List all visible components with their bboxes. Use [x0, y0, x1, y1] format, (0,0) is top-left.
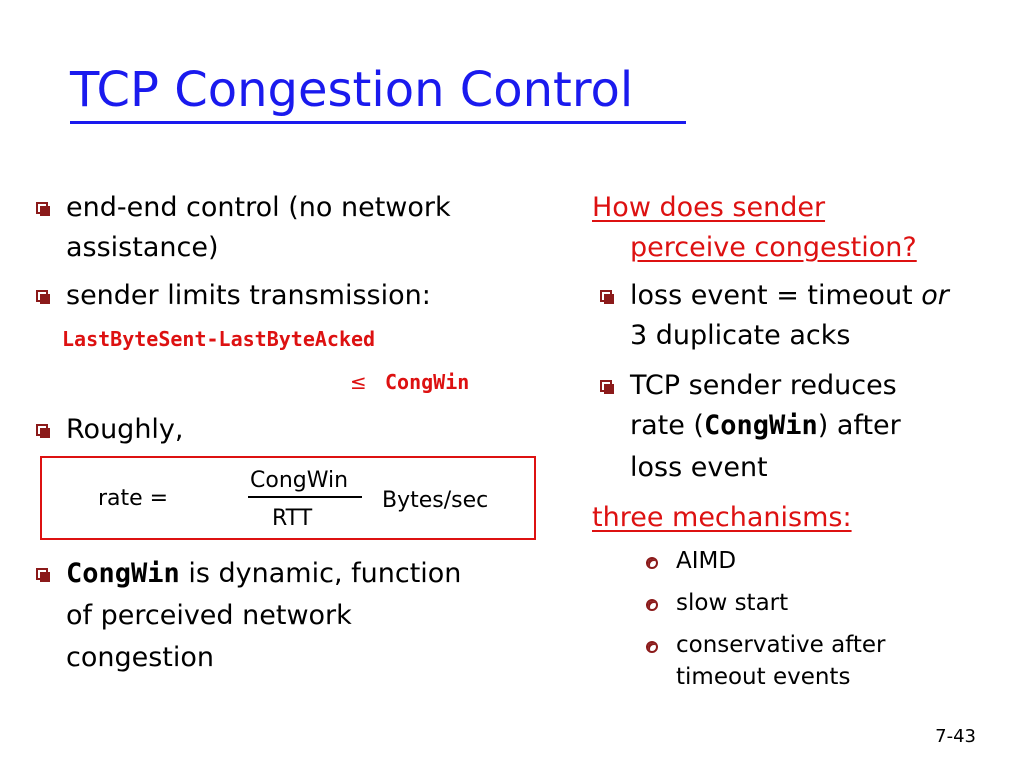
- fraction-bar: [248, 496, 362, 498]
- bullet-tcp-reduces-line3: loss event: [630, 452, 768, 483]
- bullet-loss-event-line2: 3 duplicate acks: [630, 320, 851, 351]
- square-bullet-icon: [36, 290, 48, 302]
- bullet-tcp-reduces-line1: TCP sender reduces: [630, 370, 897, 401]
- mechanism-aimd: AIMD: [676, 548, 737, 574]
- bullet-sender-limits: sender limits transmission:: [66, 280, 431, 311]
- bullet-congwin-dynamic-line1: [66, 554, 461, 594]
- circle-bullet-icon: [646, 641, 658, 653]
- square-bullet-icon: [600, 290, 612, 302]
- bullet-end-to-end-line2: assistance): [66, 232, 219, 263]
- inline-code-congwin: CongWin: [703, 410, 818, 441]
- bullet-congwin-dynamic-line3: congestion: [66, 642, 215, 673]
- formula-lhs: rate =: [98, 486, 169, 511]
- bullet-loss-event-line1: [630, 276, 949, 316]
- mechanism-conservative-line1: conservative after: [676, 632, 886, 658]
- question-line2: perceive congestion?: [630, 232, 917, 263]
- bullet-tcp-reduces-line2: [630, 406, 901, 446]
- square-bullet-icon: [600, 380, 612, 392]
- bullet-end-to-end-line1: end-end control (no network: [66, 192, 451, 223]
- title-underline: [70, 121, 686, 124]
- formula-denominator: RTT: [272, 506, 313, 531]
- square-bullet-icon: [36, 202, 48, 214]
- code-leq-symbol: ≤: [350, 370, 367, 394]
- loss-event-or: or: [921, 280, 949, 311]
- code-congwin: CongWin: [385, 370, 470, 394]
- circle-bullet-icon: [646, 557, 658, 569]
- loss-event-text: loss event = timeout: [630, 280, 922, 311]
- mechanisms-heading: three mechanisms:: [592, 502, 852, 533]
- circle-bullet-icon: [646, 599, 658, 611]
- code-lastbyte: LastByteSent-LastByteAcked: [62, 327, 376, 351]
- question-line1: How does sender: [592, 192, 826, 223]
- page-number: 7-43: [935, 726, 976, 747]
- bullet-congwin-dynamic-line2: of perceived network: [66, 600, 352, 631]
- bullet-roughly: Roughly,: [66, 414, 184, 445]
- bullet-congwin-rest: is dynamic, function: [179, 558, 462, 589]
- square-bullet-icon: [36, 568, 48, 580]
- mechanism-slow-start: slow start: [676, 590, 789, 616]
- slide-title: TCP Congestion Control: [70, 62, 634, 118]
- inline-code-congwin: CongWin: [66, 558, 180, 589]
- rate-open: rate (: [630, 410, 704, 441]
- formula-unit: Bytes/sec: [382, 488, 489, 513]
- mechanism-conservative-line2: timeout events: [676, 664, 851, 690]
- formula-numerator: CongWin: [250, 468, 349, 493]
- after-text: ) after: [817, 410, 901, 441]
- square-bullet-icon: [36, 424, 48, 436]
